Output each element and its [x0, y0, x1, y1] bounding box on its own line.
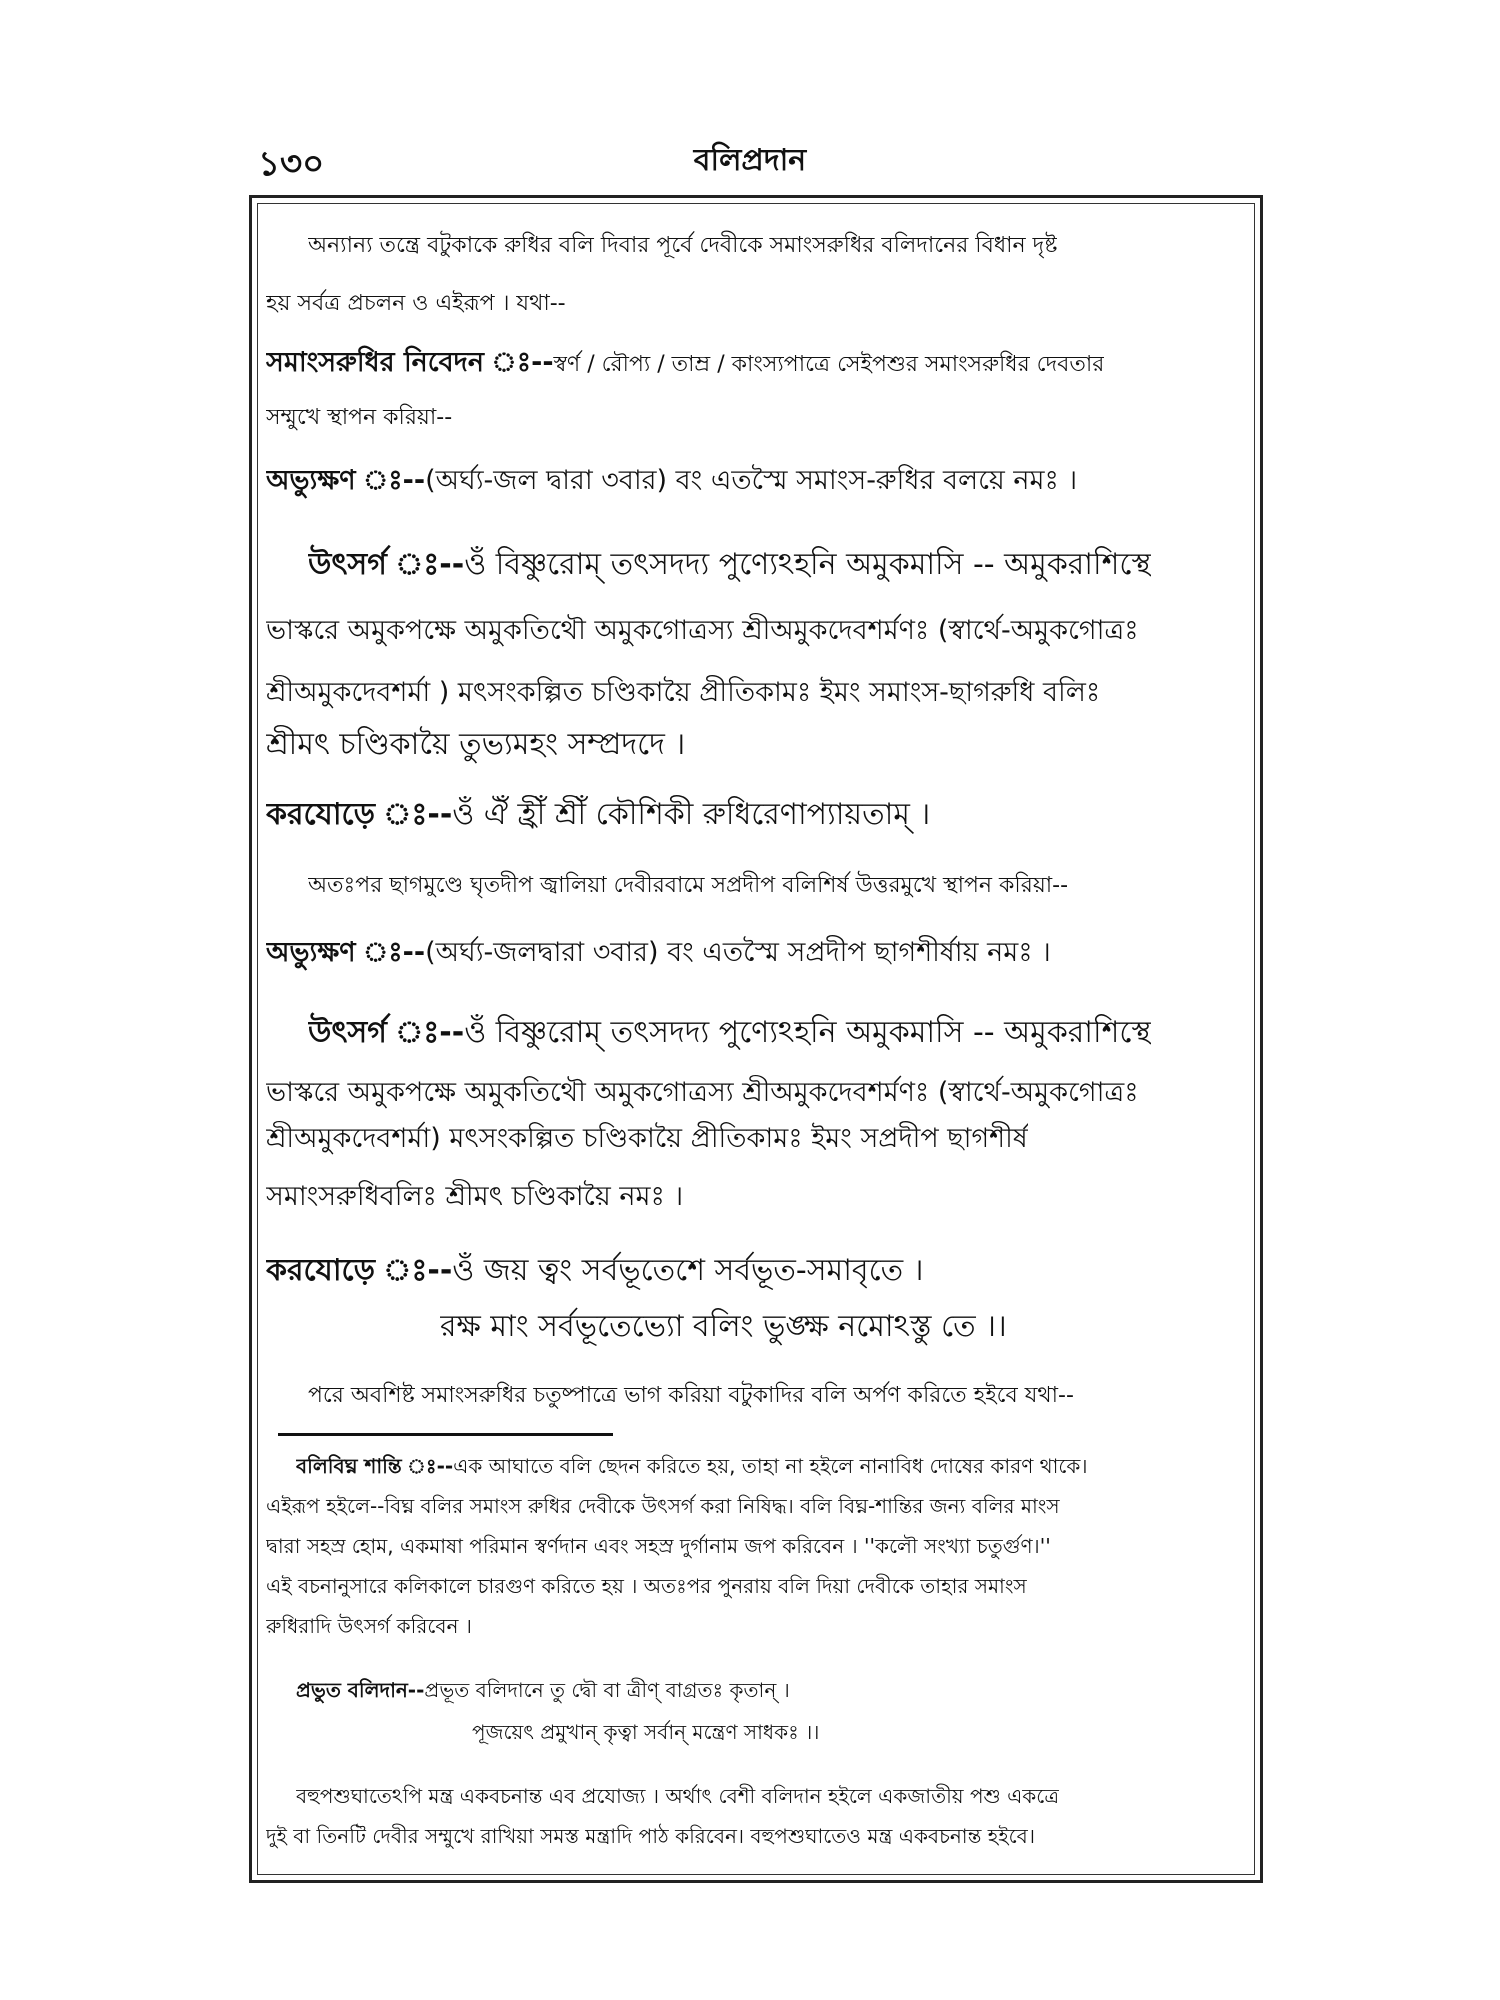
nivedan-line-2: সম্মুখে স্থাপন করিয়া-- — [266, 405, 453, 430]
karajore-2-line-1 — [266, 1246, 923, 1297]
utsarga-2-text: ওঁ বিষ্ণুরোম্ তৎসদদ্য পুণ্যেঽহনি অমুকমাসি -- অমুকরাশিস্থে — [464, 1015, 1152, 1050]
karajore-1-text: ওঁ ঐঁ হ্রীঁ শ্রীঁ কৌশিকী রুধিরেণাপ্যায়তাম্ । — [452, 797, 931, 832]
footnote-2-text: প্রভূত বলিদানে তু দ্বৌ বা ত্রীণ্ বাগ্রতঃ কৃতান্ । — [424, 1678, 790, 1702]
utsarga-2-heading: উৎসর্গ ঃ-- — [308, 1015, 465, 1050]
nivedan-line-1 — [266, 342, 1104, 387]
karajore-2-heading: করযোড়ে ঃ-- — [266, 1253, 453, 1288]
utsarga-1-line-2: ভাস্করে অমুকপক্ষে অমুকতিথৌ অমুকগোত্রস্য শ্রীঅমুকদেবশর্মণঃ (স্বার্থে-অমুকগোত্রঃ — [266, 615, 1139, 646]
footnote-rule — [278, 1433, 613, 1436]
karajore-2-line-2: রক্ষ মাং সর্বভূতেভ্যো বলিং ভুঙ্ক্ষ নমোঽস্তু তে ।। — [440, 1309, 1007, 1344]
karajore-1-heading: করযোড়ে ঃ-- — [266, 797, 453, 832]
footnote-1-heading: বলিবিঘ্ন শান্তি ঃ-- — [296, 1454, 454, 1478]
utsarga-1-line-3: শ্রীঅমুকদেবশর্মা ) মৎসংকল্পিত চণ্ডিকায়ৈ প্রীতিকামঃ ইমং সমাংস-ছাগরুধি বলিঃ — [266, 677, 1101, 708]
footnote-1-line-5: রুধিরাদি উৎসর্গ করিবেন । — [266, 1614, 472, 1638]
utsarga-2-line-1 — [308, 1008, 1151, 1059]
intro-line-2: হয় সর্বত্র প্রচলন ও এইরূপ । যথা-- — [266, 291, 566, 316]
utsarga-1-text: ওঁ বিষ্ণুরোম্ তৎসদদ্য পুণ্যেঽহনি অমুকমাসি -- অমুকরাশিস্থে — [464, 547, 1152, 582]
footnote-1-line-3: দ্বারা সহস্র হোম, একমাষা পরিমান স্বর্ণদান এবং সহস্র দুর্গানাম জপ করিবেন । ''কলৌ সংখ্যা চতুর্গুণ।'' — [266, 1534, 1051, 1558]
abhyukshan-1 — [266, 460, 1077, 505]
closing-line: পরে অবশিষ্ট সমাংসরুধির চতুষ্পাত্রে ভাগ করিয়া বটুকাদির বলি অর্পণ করিতে হইবে যথা-- — [308, 1383, 1074, 1408]
abhyukshan-1-text: (অর্ঘ্য-জল দ্বারা ৩বার) বং এতস্মৈ সমাংস-রুধির বলয়ে নমঃ । — [425, 465, 1078, 496]
footnote-1-text: এক আঘাতে বলি ছেদন করিতে হয়, তাহা না হইলে নানাবিধ দোষের কারণ থাকে। — [453, 1454, 1088, 1478]
nivedan-text: স্বর্ণ / রৌপ্য / তাম্র / কাংস্যপাত্রে সেইপশুর সমাংসরুধির দেবতার — [553, 352, 1105, 377]
footnote-3-line-1: বহুপশুঘাতেঽপি মন্ত্র একবচনান্ত এব প্রযোজ্য । অর্থাৎ বেশী বলিদান হইলে একজাতীয় পশু একত্রে — [296, 1784, 1060, 1808]
utsarga-1-line-1 — [308, 540, 1151, 591]
footnote-1-line-4: এই বচনানুসারে কলিকালে চারগুণ করিতে হয় । অতঃপর পুনরায় বলি দিয়া দেবীকে তাহার সমাংস — [266, 1574, 1027, 1598]
footnote-1-line-2: এইরূপ হইলে--বিঘ্ন বলির সমাংস রুধির দেবীকে উৎসর্গ করা নিষিদ্ধ। বলি বিঘ্ন-শান্তির জন্য বলির মাংস — [266, 1494, 1060, 1518]
footnote-2-heading: প্রভুত বলিদান-- — [296, 1678, 425, 1702]
page-number: ১৩০ — [258, 144, 325, 184]
footnote-1-line-1 — [296, 1452, 1088, 1485]
karajore-2-text: ওঁ জয় ত্বং সর্বভূতেশে সর্বভূত-সমাবৃতে । — [452, 1253, 924, 1288]
utsarga-2-line-4: সমাংসরুধিবলিঃ শ্রীমৎ চণ্ডিকায়ৈ নমঃ । — [266, 1181, 684, 1212]
utsarga-1-line-4: শ্রীমৎ চণ্ডিকায়ৈ তুভ্যমহং সম্প্রদদে । — [266, 727, 686, 762]
utsarga-1-heading: উৎসর্গ ঃ-- — [308, 547, 465, 582]
running-title: বলিপ্রদান — [693, 143, 807, 178]
utsarga-2-line-3: শ্রীঅমুকদেবশর্মা) মৎসংকল্পিত চণ্ডিকায়ৈ প্রীতিকামঃ ইমং সপ্রদীপ ছাগশীর্ষ — [266, 1123, 1028, 1154]
abhyukshan-2 — [266, 932, 1051, 977]
abhyukshan-1-heading: অভ্যুক্ষণ ঃ-- — [266, 465, 426, 496]
abhyukshan-2-heading: অভ্যুক্ষণ ঃ-- — [266, 937, 426, 968]
footnote-2-line-1 — [296, 1676, 790, 1709]
chhagmunda-instruction: অতঃপর ছাগমুণ্ডে ঘৃতদীপ জ্বালিয়া দেবীরবামে সপ্রদীপ বলিশির্ষ উত্তরমুখে স্থাপন করিয়া-- — [308, 873, 1069, 898]
utsarga-2-line-2: ভাস্করে অমুকপক্ষে অমুকতিথৌ অমুকগোত্রস্য শ্রীঅমুকদেবশর্মণঃ (স্বার্থে-অমুকগোত্রঃ — [266, 1077, 1139, 1108]
footnote-2-line-2: পূজয়েৎ প্রমুখান্ কৃত্বা সর্বান্ মন্ত্রেণ সাধকঃ ।। — [472, 1720, 820, 1744]
footnote-3-line-2: দুই বা তিনটি দেবীর সম্মুখে রাখিয়া সমস্ত মন্ত্রাদি পাঠ করিবেন। বহুপশুঘাতেও মন্ত্র একবচনান্ত হইবে। — [266, 1824, 1035, 1848]
intro-line-1: অন্যান্য তন্ত্রে বটুকাকে রুধির বলি দিবার পূর্বে দেবীকে সমাংসরুধির বলিদানের বিধান দৃষ্ট — [308, 233, 1058, 258]
abhyukshan-2-text: (অর্ঘ্য-জলদ্বারা ৩বার) বং এতস্মৈ সপ্রদীপ ছাগশীর্ষায় নমঃ । — [425, 937, 1051, 968]
nivedan-heading: সমাংসরুধির নিবেদন ঃ-- — [266, 347, 554, 378]
karajore-1 — [266, 790, 930, 841]
